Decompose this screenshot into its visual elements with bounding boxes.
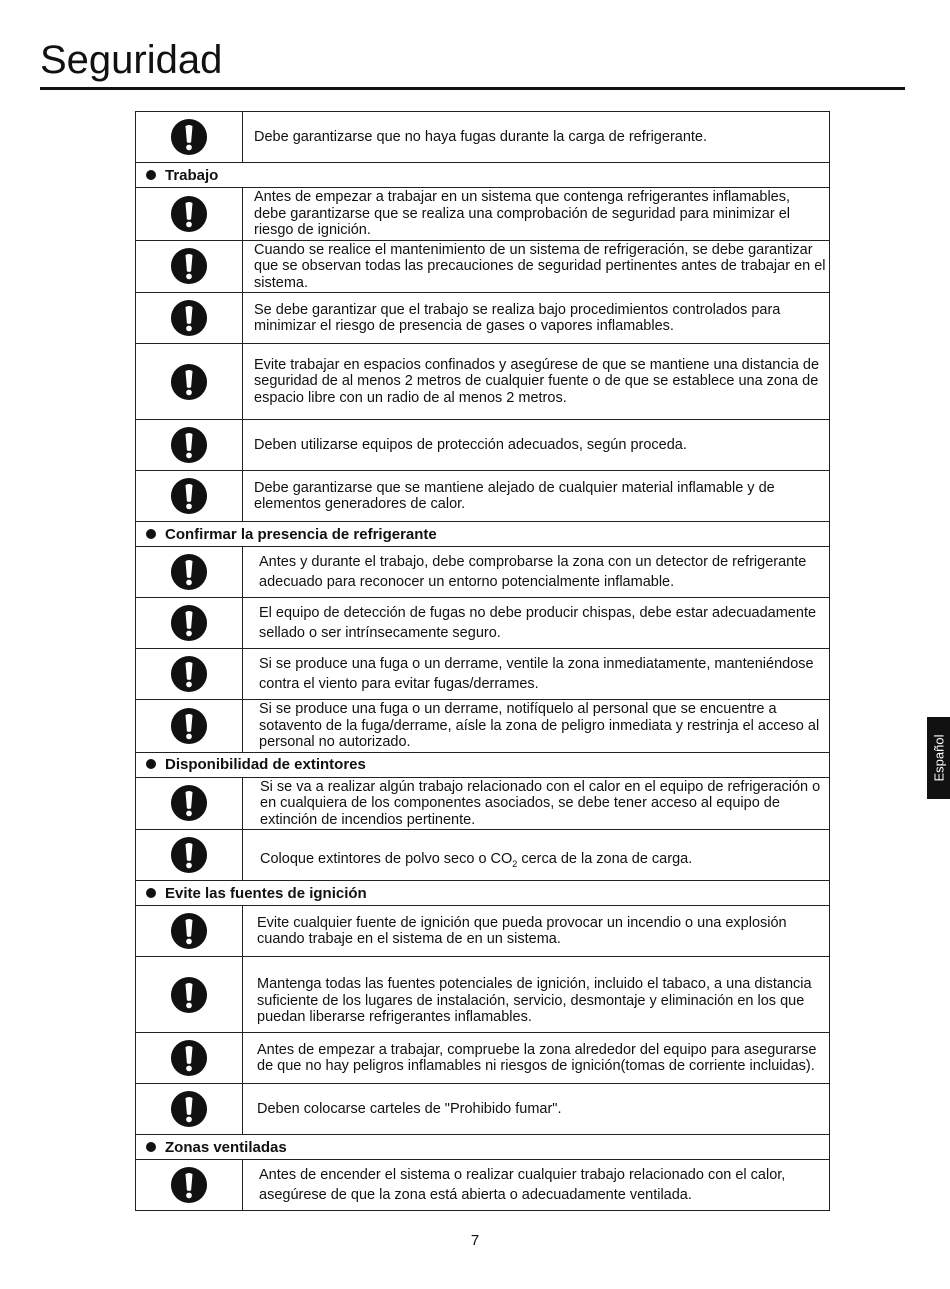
bullet-icon [146,759,156,769]
icon-cell [136,830,243,881]
exclamation-circle-icon [170,976,208,1014]
table-row [136,1084,830,1135]
icon-cell [136,777,243,830]
bullet-icon [146,888,156,898]
row-text: Antes de empezar a trabajar en un sistema que contenga refrigerantes inflamables, debe garantizarse que se realiza una comprobación de seguridad para minimizar el riesgo de ignición. [243,188,830,241]
table-row [136,344,830,420]
exclamation-circle-icon [170,784,208,822]
exclamation-circle-icon [170,118,208,156]
table-row [136,420,830,471]
table-row [136,830,830,881]
row-text: Si se produce una fuga o un derrame, notifíquelo al personal que se encuentre a sotavento de la fuga/derrame, aísle la zona de peligro inmediata y restrinja el acceso al personal no autorizado. [243,700,830,753]
exclamation-circle-icon [170,299,208,337]
table-row [136,649,830,700]
table-row [136,188,830,241]
table-row [136,471,830,522]
exclamation-circle-icon [170,655,208,693]
row-text: Evite cualquier fuente de ignición que pueda provocar un incendio o una explosión cuando trabaje en el sistema de en un sistema. [243,906,830,957]
row-text: Deben colocarse carteles de "Prohibido fumar". [243,1084,830,1135]
row-text: Evite trabajar en espacios confinados y asegúrese de que se mantiene una distancia de seguridad de al menos 2 metros de cualquier fuente o de que se establece una zona de espacio libre con un radio de al menos 2 metros. [243,344,830,420]
row-text: Si se va a realizar algún trabajo relacionado con el calor en el equipo de refrigeración o en cualquiera de los componentes asociados, se debe tener acceso al equipo de extinción de incendios pertinente. [243,777,830,830]
section-header-row [136,522,830,547]
row-text: Si se produce una fuga o un derrame, ventile la zona inmediatamente, manteniéndose contra el viento para evitar fugas/derrames. [243,649,830,700]
icon-cell [136,344,243,420]
exclamation-circle-icon [170,247,208,285]
icon-cell [136,1160,243,1211]
section-title: Evite las fuentes de ignición [165,884,367,902]
table-row [136,1033,830,1084]
table-row [136,777,830,830]
icon-cell [136,240,243,293]
table-row [136,957,830,1033]
icon-cell [136,471,243,522]
table-row [136,293,830,344]
exclamation-circle-icon [170,477,208,515]
row-text: Debe garantizarse que se mantiene alejado de cualquier material inflamable y de elementos generadores de calor. [243,471,830,522]
row-text [243,830,830,881]
row-text: Debe garantizarse que no haya fugas durante la carga de refrigerante. [243,112,830,163]
table-row [136,598,830,649]
section-header-row [136,163,830,188]
icon-cell [136,293,243,344]
icon-cell [136,906,243,957]
table-row [136,547,830,598]
row-text: Antes de encender el sistema o realizar cualquier trabajo relacionado con el calor, asegúrese de que la zona está abierta o adecuadamente ventilada. [243,1160,830,1211]
row-text: Cuando se realice el mantenimiento de un sistema de refrigeración, se debe garantizar que se observan todas las precauciones de seguridad pertinentes antes de trabajar en el sistema. [243,240,830,293]
section-title: Trabajo [165,166,219,184]
row-text: Deben utilizarse equipos de protección adecuados, según proceda. [243,420,830,471]
section-header-row [136,752,830,777]
section-ventiladas [136,1135,830,1160]
page-title: Seguridad [40,38,223,82]
icon-cell [136,598,243,649]
icon-cell [136,420,243,471]
icon-cell [136,188,243,241]
section-header-row [136,1135,830,1160]
exclamation-circle-icon [170,1039,208,1077]
exclamation-circle-icon [170,363,208,401]
exclamation-circle-icon [170,1166,208,1204]
section-header-row [136,881,830,906]
bullet-icon [146,529,156,539]
section-refrigerante [136,522,830,547]
icon-cell [136,1033,243,1084]
section-title: Confirmar la presencia de refrigerante [165,525,437,543]
table-row [136,240,830,293]
table-row [136,906,830,957]
section-extintores [136,752,830,777]
section-trabajo [136,163,830,188]
row-text: Mantenga todas las fuentes potenciales de ignición, incluido el tabaco, a una distancia suficiente de los lugares de instalación, servicio, desmontaje y eliminación en los que puedan liberarse refrigerantes inflamables. [243,957,830,1033]
bullet-icon [146,1142,156,1152]
section-ignicion [136,881,830,906]
section-title: Zonas ventiladas [165,1138,287,1156]
table-row [136,700,830,753]
exclamation-circle-icon [170,1090,208,1128]
exclamation-circle-icon [170,836,208,874]
table-row [136,1160,830,1211]
bullet-icon [146,170,156,180]
exclamation-circle-icon [170,604,208,642]
row-text-part: cerca de la zona de carga. [517,850,693,867]
row-text: Antes de empezar a trabajar, compruebe la zona alrededor del equipo para asegurarse de que no hay peligros inflamables ni riesgos de ignición(tomas de corriente incluidas). [243,1033,830,1084]
row-text: El equipo de detección de fugas no debe producir chispas, debe estar adecuadamente sellado o ser intrínsecamente seguro. [243,598,830,649]
exclamation-circle-icon [170,553,208,591]
page-number: 7 [470,1232,480,1249]
language-tab-label: Español [931,734,946,782]
icon-cell [136,700,243,753]
row-text-part: Coloque extintores de polvo seco o CO [260,850,513,867]
exclamation-circle-icon [170,912,208,950]
table-row [136,112,830,163]
icon-cell [136,112,243,163]
row-text: Antes y durante el trabajo, debe comprobarse la zona con un detector de refrigerante adecuado para reconocer un entorno potencialmente inflamable. [243,547,830,598]
title-divider [40,87,905,90]
exclamation-circle-icon [170,426,208,464]
exclamation-circle-icon [170,195,208,233]
icon-cell [136,957,243,1033]
section-title: Disponibilidad de extintores [165,756,366,773]
exclamation-circle-icon [170,707,208,745]
language-tab [927,717,950,799]
icon-cell [136,1084,243,1135]
icon-cell [136,649,243,700]
icon-cell [136,547,243,598]
row-text: Se debe garantizar que el trabajo se realiza bajo procedimientos controlados para minimizar el riesgo de presencia de gases o vapores inflamables. [243,293,830,344]
subscript-2: 2 [512,858,518,869]
safety-table [135,111,830,1211]
